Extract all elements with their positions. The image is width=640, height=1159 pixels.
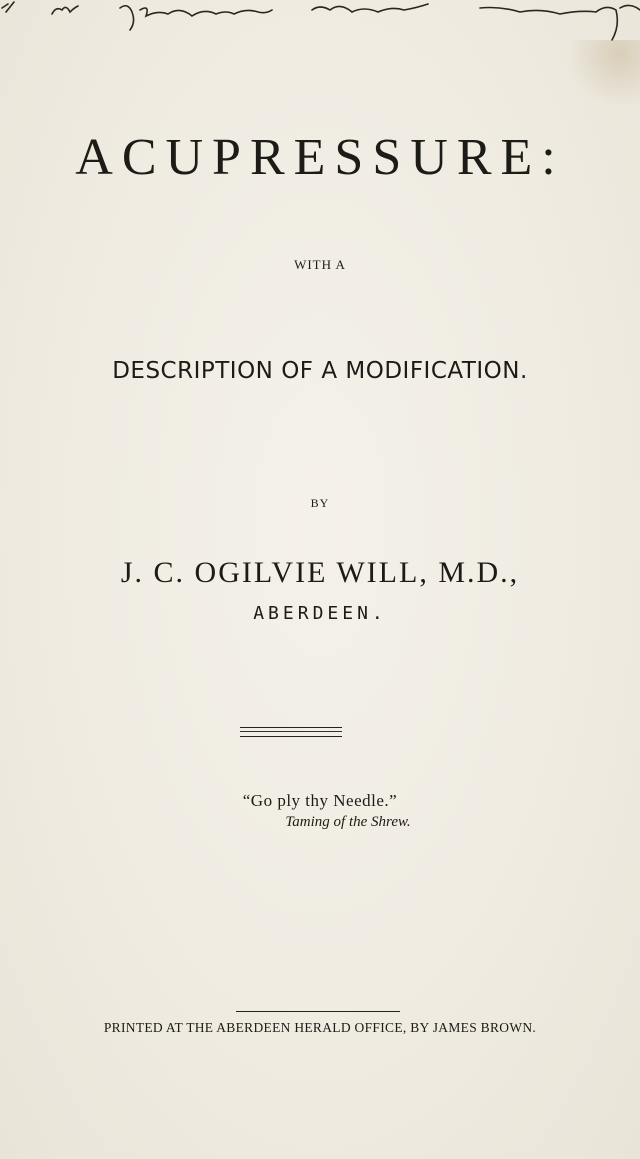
epigraph-quote: “Go ply thy Needle.” xyxy=(242,791,398,810)
handwritten-inscription xyxy=(0,0,640,60)
by-label: BY xyxy=(310,496,330,510)
paper-stain xyxy=(570,40,640,110)
printer-imprint: PRINTED AT THE ABERDEEN HERALD OFFICE, BY JAMES BROWN. xyxy=(103,1020,537,1035)
subtitle-prefix: WITH A xyxy=(294,257,346,272)
author-city: ABERDEEN. xyxy=(253,603,387,624)
epigraph-source: Taming of the Shrew. xyxy=(285,814,411,830)
decorative-double-rule xyxy=(240,727,342,737)
book-title: ACUPRESSURE: xyxy=(75,129,565,186)
imprint-rule xyxy=(236,1011,400,1012)
author-name: J. C. OGILVIE WILL, M.D., xyxy=(120,556,520,589)
subtitle: DESCRIPTION OF A MODIFICATION. xyxy=(112,358,528,384)
